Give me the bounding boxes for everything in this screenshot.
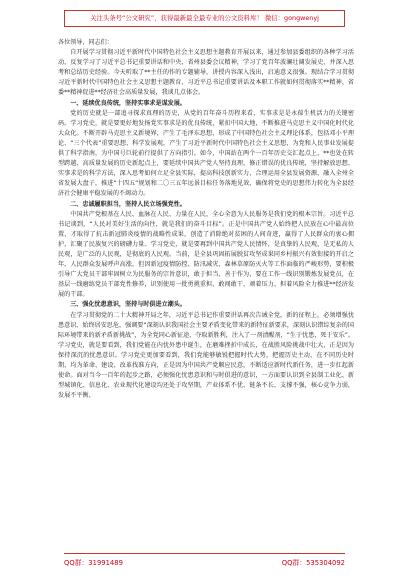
section-2-heading: 二、忠诚履职担当，坚持人民立场强党性。	[70, 200, 186, 208]
section-3-body: 在学习贯彻党的二十大精神开局之年，习近平总书记作重要讲话再次告诫全党，新的征程上，必须增强忧患意识、始终居安思危，强调要“深刻认识我国社会主要矛盾变化带来的新特征新要求，深刻认识错综复杂的国际环境带来的新矛盾新挑战”，为全党同心新征途、夺取新胜利，注入了一剂清醒剂，“生于忧患，死于安乐”。学习党史，就是要看到，我们党能在内忧外患中诞生，在磨难挫折中成长，在战胜风险挑战中壮大，正是因为保持深沉的忧患意识。学习党史更加要看到，我们党能够敏锐把握时代大势，把握历史主动，在不同历史时期，均为革命、建设、改革找准方向，正是因为中国共产党顺应民意，不断适应新时代新任务，进一步扛起新使命。面对当今一百年的起步之路，必须强化忧患意识和与时俱进的意识，一方面要认识到全县制工业化、新型城镇化、信息化、农业现代化建设均还处于攻坚期，产业体系不优、链条不长、支撑不强，核心竞争力弱，发展不平衡、	[58, 311, 354, 400]
section-2-body: 中国共产党根基在人民、血脉在人民、力量在人民，全心全意为人民服务是我们党的根本宗旨。习近平总书记谈到，“人民对美好生活的向往，就是我们的奋斗目标”。正是中国共产党人始终把人民放在心中最高位置，才取得了抗击新冠肺炎疫情的战略性成果，创造了消除绝对贫困的人间奇迹，赢得了人民群众的衷心拥护，汇聚了民族复兴的磅礴力量。学习党史，就是要再到中国共产党人民情怀，是真挚的人民观，是无私的人民观，是广泛的人民观，是彻底的人民观。当前，是全县巩固拓展脱贫攻坚成果同乡村振兴有效衔接的开启之年，人民群众发展呼声高涨，但因新冠疫情防控、防汛减灾、森林草原防灭火等工作面临的严峻形势，要积极引导广大党员干部牢固树立为民服务的宗旨意识，敢于担当、善于作为，要在工作一线识别锻炼发展党员，在基层一线磨练党员干部党性修养，识别使用一批勇挑重担、敢闯敢干、顽着压力、担着风险全力推进**经济发展的干部。	[58, 210, 354, 299]
header-banner	[64, 10, 345, 27]
footer-bar	[64, 553, 345, 567]
footer-qq-group: QQ群：31991489	[64, 558, 123, 567]
section-3-heading: 三、强化忧患意识，坚持与时俱进立潮头。	[70, 301, 186, 309]
salutation: 各位领导，同志们：	[58, 39, 113, 46]
banner-text: 关注头条号“公文研究”，获得最新最全最专业的公文资料库！ 微信：gongwenyj	[90, 14, 319, 22]
footer-qq-group-2: QQ群：535304092	[281, 558, 345, 567]
section-1-body: 党的历史就是一部追寻探求真理的历史，从党的百年奋斗历程来看，实事求是是永葆生机活力的关键密码。学习党史，就是要更好地发扬党实事求是的优良传统，紧扣中国大地，不断推进马克思主义中国化时代化大众化。不断开辟马克思主义新境界，产生了毛泽东思想，形成了中国特色社会主义理论体系，包括邓小平理论、“三个代表”重要思想、科学发展观，产生了习近平新时代中国特色社会主义思想，为党和人民事业发展提供了科学指南，为中国号巨轮前行提供了方向指引。如今，中国站在两个一百年历史交汇起点上，**也处在转型跨越、高质量发展的历史新起点上，要延续中国共产党人坚持真理、修正错误的优良传统，坚持解放思想、实事求是的科学方法，深入思考如何立足全县实际，提高科技创新实力，合理运用全县发展资源，融入全州全省发展大盘子，推进“十四五”规划和二〇三五年远景目标任务落地见效，确保将党史的思想伟力转化为全县经济社会健康平稳发展的不竭动力。	[58, 109, 354, 198]
section-1-heading: 一、延续优良传统，坚持实事求是谋发展。	[70, 99, 186, 107]
document-body	[58, 38, 354, 401]
intro-paragraph: 自开展学习贯彻习近平新时代中国特色社会主义思想主题教育开展以来，通过参加县委组织的各种学习活动，反复学习了习近平总书记重要讲话和中央、省州县委会议精神，学习了党百年波澜壮阔发展史，并深入思考和总结历史经验。今天听取了**主任的作的专题辅导，讲授内容深入浅出，启迪意义很强。现结合学习贯彻习近平新时代中国特色社会主义思想主题教育、习近平总书记重要讲话及本职工作就如何贯彻落实**精神、省委**精神促进**经济社会高质量发展，我谈几点体会。	[58, 49, 354, 97]
